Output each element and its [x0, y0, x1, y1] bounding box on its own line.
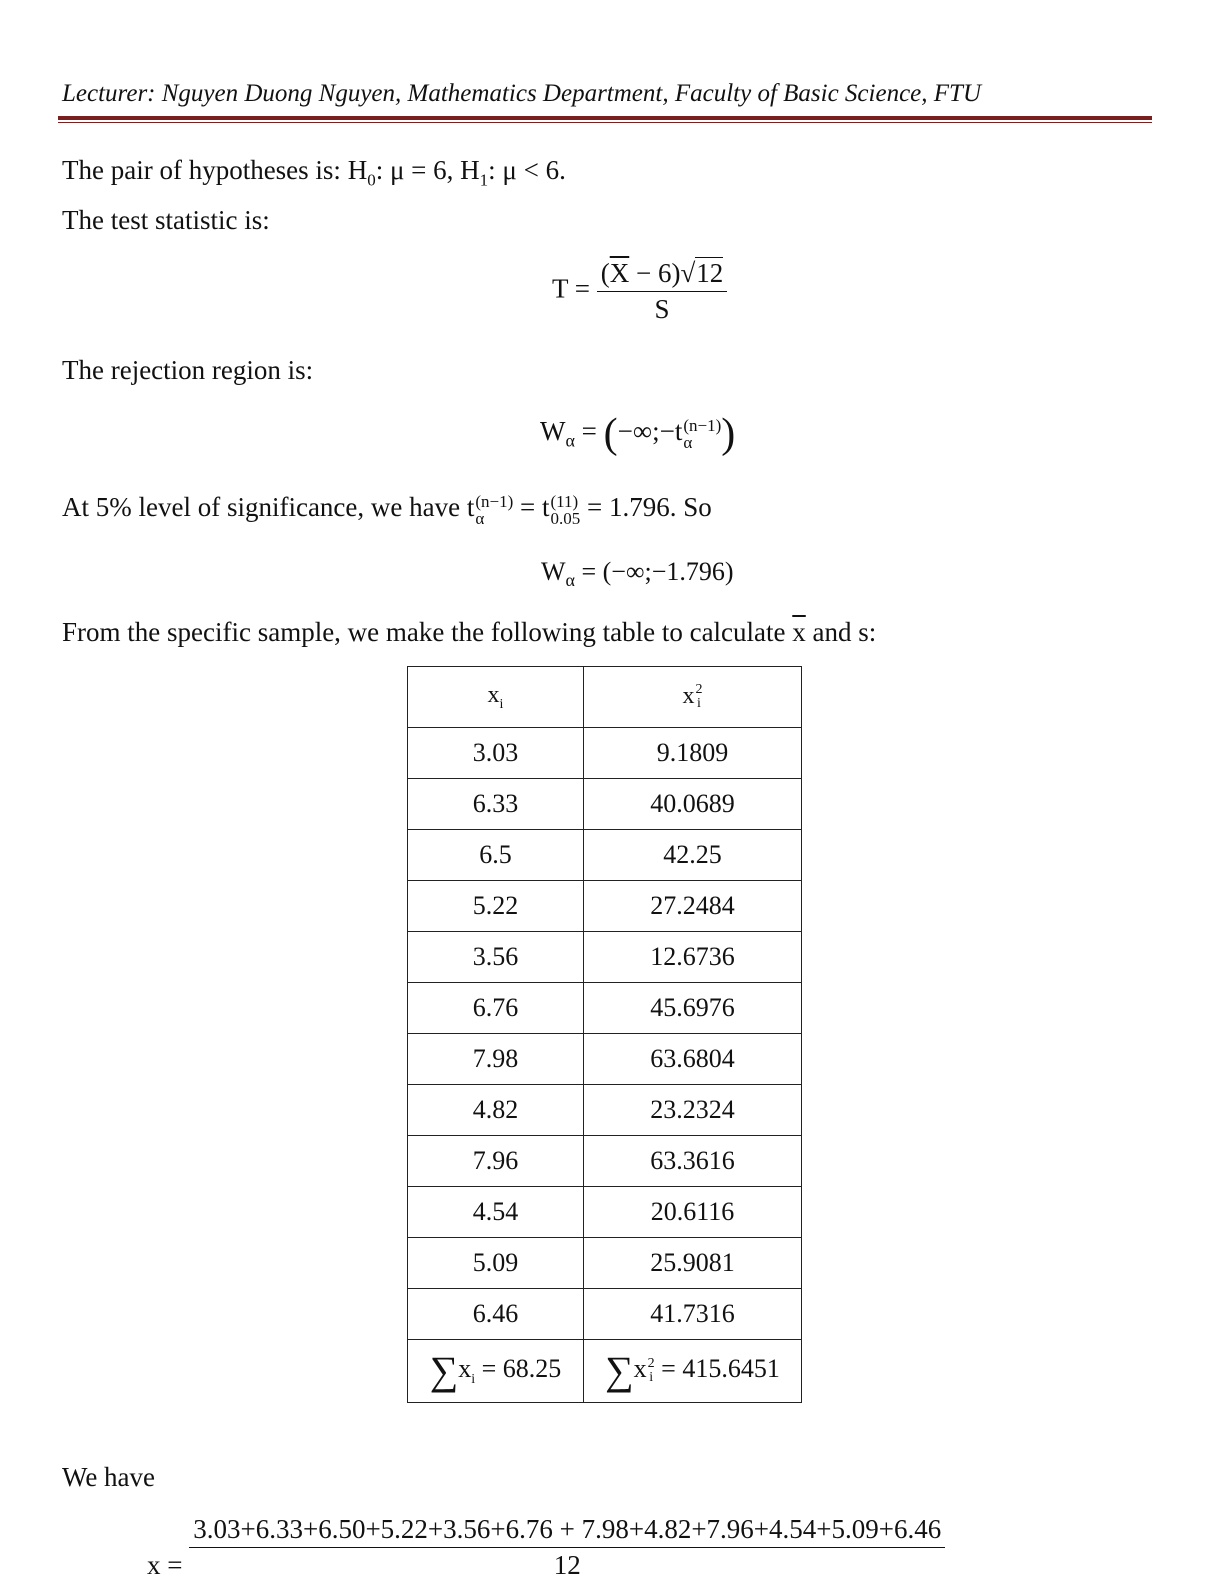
- T-num-mid: − 6)√: [629, 258, 696, 288]
- cell-xi-squared: 25.9081: [584, 1238, 802, 1289]
- cell-xi-squared: 42.25: [584, 830, 802, 881]
- cell-xi-squared: 20.6116: [584, 1187, 802, 1238]
- critical-value-formula: [466, 491, 670, 528]
- header-rule-thin: [58, 122, 1152, 123]
- table-row: [408, 1085, 802, 1136]
- W2-symbol: W: [541, 557, 566, 586]
- table-row: [408, 983, 802, 1034]
- T-num-xbar: $\overline{X}$: [609, 258, 630, 288]
- W-symbol: W: [540, 416, 566, 447]
- xbar-symbol: $\overline{x}$: [792, 617, 806, 647]
- we-have-text: We have: [62, 1462, 156, 1492]
- sum-xi-cell: [408, 1340, 584, 1403]
- left-paren: (: [603, 411, 618, 457]
- W2-sub: α: [565, 570, 575, 591]
- table-intro-end: and s:: [812, 617, 877, 647]
- sample-table: [407, 666, 802, 1403]
- sum-x2-sub: i: [649, 1370, 654, 1385]
- sum-xi-value: = 68.25: [481, 1353, 562, 1383]
- cell-xi: 6.5: [408, 830, 584, 881]
- header-x2-sub: i: [697, 696, 701, 712]
- T-num-open: (: [600, 258, 610, 288]
- W-interval: −∞;−t: [617, 416, 683, 447]
- sum-x2: x: [633, 1353, 647, 1383]
- test-statistic-formula: [552, 258, 727, 325]
- hypotheses-line: [62, 155, 566, 190]
- sum-xi2-value: = 415.6451: [661, 1353, 780, 1383]
- t-alpha: 0.05: [550, 508, 581, 528]
- sum-symbol-2: ∑: [605, 1348, 634, 1393]
- hyp-text-c: : μ < 6.: [488, 155, 566, 185]
- W-eq: =: [581, 416, 597, 447]
- table-intro: [62, 617, 876, 648]
- header-rule-thick: [58, 116, 1152, 120]
- cell-xi: 5.22: [408, 881, 584, 932]
- cell-xi-squared: 23.2324: [584, 1085, 802, 1136]
- table-row: [408, 1187, 802, 1238]
- table-row: [408, 881, 802, 932]
- cell-xi: 4.82: [408, 1085, 584, 1136]
- T-fraction: [597, 258, 728, 325]
- table-row: [408, 932, 802, 983]
- table-row: [408, 728, 802, 779]
- sum-xi2-cell: [584, 1340, 802, 1403]
- header-x2: x: [682, 682, 695, 709]
- cell-xi-squared: 41.7316: [584, 1289, 802, 1340]
- mean-denominator: 12: [553, 1550, 581, 1580]
- t-eq: = t: [520, 492, 550, 522]
- page-header: Lecturer: Nguyen Duong Nguyen, Mathematics Department, Faculty of Basic Science, FTU: [62, 80, 981, 107]
- header-xi: [408, 667, 584, 728]
- cell-xi-squared: 63.6804: [584, 1034, 802, 1085]
- cell-xi-squared: 12.6736: [584, 932, 802, 983]
- table-intro-text: From the specific sample, we make the following table to calculate: [62, 617, 786, 647]
- cell-xi-squared: 45.6976: [584, 983, 802, 1034]
- sum-x: x: [458, 1353, 472, 1383]
- W-t-sub: α: [683, 433, 693, 452]
- cell-xi-squared: 40.0689: [584, 779, 802, 830]
- table-row: [408, 1136, 802, 1187]
- rejection-intro: The rejection region is:: [62, 355, 314, 385]
- cell-xi: 6.76: [408, 983, 584, 1034]
- rejection-formula: [540, 410, 735, 458]
- cell-xi: 7.98: [408, 1034, 584, 1085]
- sum-x-sub: i: [471, 1372, 476, 1388]
- mean-lhs: x =: [147, 1550, 183, 1580]
- t-value: = 1.796: [587, 492, 670, 522]
- cell-xi: 4.54: [408, 1187, 584, 1238]
- right-paren: ): [721, 411, 736, 457]
- table-row: [408, 779, 802, 830]
- t-sup: (n−1): [475, 491, 514, 511]
- sum-symbol: ∑: [429, 1348, 459, 1393]
- header-sq: 2: [695, 682, 703, 698]
- T-lhs: T =: [552, 273, 590, 304]
- t-df: (11): [550, 491, 579, 511]
- cell-xi: 3.56: [408, 932, 584, 983]
- mean-formula: [147, 1514, 945, 1581]
- so-text: . So: [669, 492, 712, 522]
- significance-text: At 5% level of significance, we have: [62, 492, 461, 522]
- hyp-sub-1: 1: [479, 170, 489, 190]
- header-xi-squared: [584, 667, 802, 728]
- T-denominator: S: [654, 294, 670, 324]
- hyp-sub-0: 0: [367, 170, 376, 190]
- header-x-sub: i: [499, 696, 504, 712]
- cell-xi: 7.96: [408, 1136, 584, 1187]
- header-x: x: [487, 681, 500, 708]
- table-row: [408, 1238, 802, 1289]
- hyp-text-b: : μ = 6, H: [375, 155, 480, 185]
- rejection-region-numeric: [541, 557, 734, 591]
- cell-xi: 3.03: [408, 728, 584, 779]
- cell-xi-squared: 9.1809: [584, 728, 802, 779]
- cell-xi: 6.33: [408, 779, 584, 830]
- t-sub: α: [475, 508, 485, 528]
- table-row: [408, 830, 802, 881]
- cell-xi: 6.46: [408, 1289, 584, 1340]
- mean-fraction: [189, 1514, 945, 1581]
- sum-x2-sup: 2: [647, 1356, 655, 1371]
- W2-interval: = (−∞;−1.796): [581, 557, 734, 586]
- W-sub: α: [565, 430, 575, 451]
- cell-xi-squared: 27.2484: [584, 881, 802, 932]
- test-statistic-intro: The test statistic is:: [62, 205, 270, 235]
- table-header-row: [408, 667, 802, 728]
- t-symbol: t: [466, 492, 475, 522]
- table-sum-row: [408, 1340, 802, 1403]
- significance-line: [62, 492, 712, 527]
- hyp-text-a: The pair of hypotheses is: H: [62, 155, 368, 185]
- T-num-sqrt: 12: [696, 258, 724, 288]
- table-row: [408, 1034, 802, 1085]
- cell-xi: 5.09: [408, 1238, 584, 1289]
- W-t-sup: (n−1): [683, 416, 722, 435]
- mean-numerator: 3.03+6.33+6.50+5.22+3.56+6.76 + 7.98+4.82+7.96+4.54+5.09+6.46: [189, 1514, 945, 1548]
- cell-xi-squared: 63.3616: [584, 1136, 802, 1187]
- table-row: [408, 1289, 802, 1340]
